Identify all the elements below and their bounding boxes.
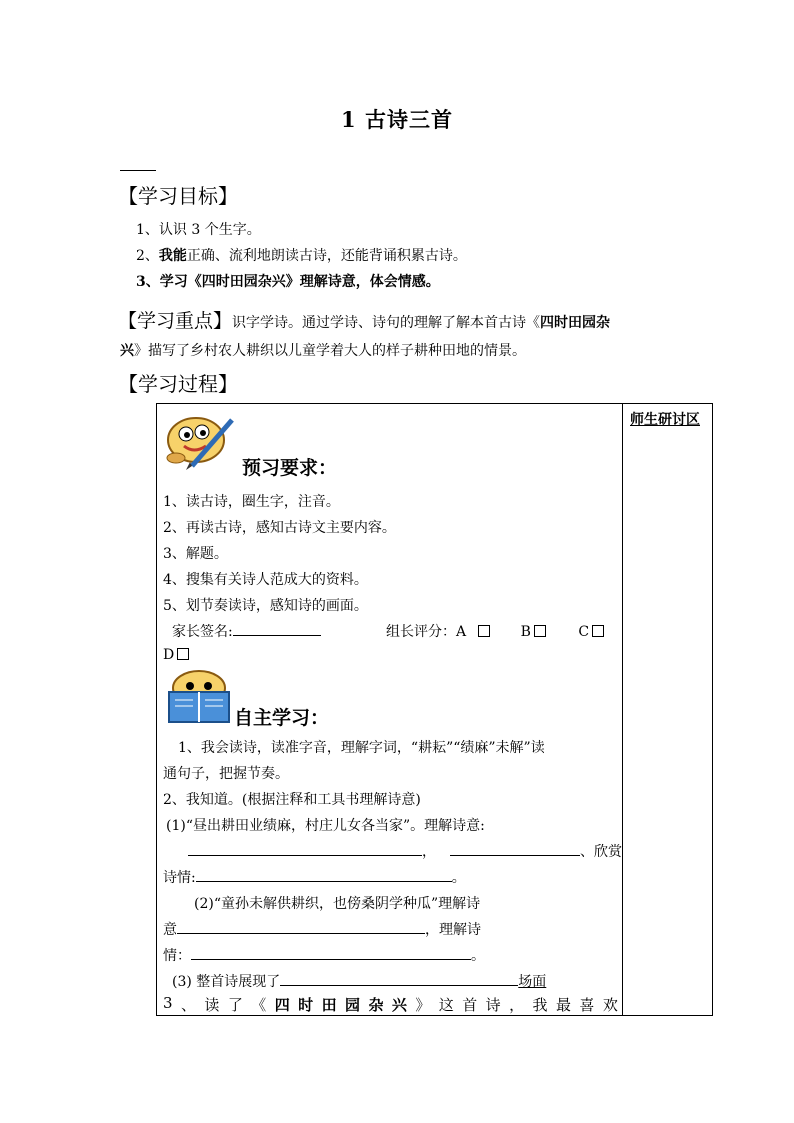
preview-heading: 预习要求： bbox=[242, 457, 338, 479]
preview-item: 2、再读古诗，感知古诗文主要内容。 bbox=[163, 520, 396, 536]
question-2: (2)“童孙未解供耕织，也傍桑阴学种瓜”理解诗 bbox=[194, 896, 481, 912]
checkbox-c[interactable] bbox=[592, 625, 604, 637]
group-score: 组长评分：A B C bbox=[386, 621, 604, 641]
self-study-p2: 2、我知道。(根据注释和工具书理解诗意) bbox=[163, 792, 421, 808]
goal-item: 1、认识 3 个生字。 bbox=[136, 222, 261, 238]
goals-heading: 【学习目标】 bbox=[118, 184, 238, 208]
q1-feeling-line[interactable]: 诗情: 。 bbox=[163, 867, 466, 887]
column-divider bbox=[622, 403, 623, 1016]
self-study-p1: 1、我会读诗，读准字音，理解字词，“耕耘”“绩麻”未解”读 bbox=[178, 740, 545, 756]
preview-item: 1、读古诗，圈生字，注音。 bbox=[163, 494, 340, 510]
q2-feeling-line[interactable]: 情： 。 bbox=[163, 945, 485, 965]
preview-item: 4、搜集有关诗人范成大的资料。 bbox=[163, 572, 368, 588]
focus-line-1: 【学习重点】识字学诗。通过学诗、诗句的理解了解本首古诗《四时田园杂 bbox=[118, 310, 611, 332]
page-title: 1 古诗三首 bbox=[341, 107, 453, 132]
process-heading: 【学习过程】 bbox=[118, 372, 238, 396]
goal-item: 3、学习《四时田园杂兴》理解诗意，体会情感。 bbox=[136, 274, 440, 290]
checkbox-b[interactable] bbox=[534, 625, 546, 637]
q1-meaning-line[interactable]: ， 、欣赏 bbox=[188, 841, 622, 861]
side-column-label: 师生研讨区 bbox=[630, 412, 700, 428]
checkbox-a[interactable] bbox=[478, 625, 490, 637]
mascot-book-icon bbox=[163, 668, 235, 726]
grade-d: D bbox=[163, 647, 189, 663]
mascot-pencil-icon bbox=[162, 410, 242, 472]
focus-label: 【学习重点】 bbox=[118, 310, 233, 332]
preview-item: 3、解题。 bbox=[163, 546, 228, 562]
preview-item: 5、划节奏读诗，感知诗的画面。 bbox=[163, 598, 368, 614]
goal-item: 2、我能正确、流利地朗读古诗，还能背诵积累古诗。 bbox=[136, 248, 467, 264]
question-3[interactable]: (3) 整首诗展现了 场面 bbox=[172, 971, 546, 991]
divider bbox=[120, 170, 156, 171]
q2-meaning-line[interactable]: 意 ，理解诗 bbox=[163, 919, 481, 939]
self-study-p3: 3 、 读 了 《 四 时 田 园 杂 兴 》 这 首 诗 ， 我 最 喜 欢 bbox=[163, 994, 618, 1014]
parent-signature-field[interactable]: 家长签名: bbox=[172, 621, 321, 641]
focus-line-2: 兴》描写了乡村农人耕织以儿童学着大人的样子耕种田地的情景。 bbox=[120, 343, 526, 359]
checkbox-d[interactable] bbox=[177, 648, 189, 660]
question-1: (1)“昼出耕田业绩麻，村庄儿女各当家”。理解诗意: bbox=[166, 818, 485, 834]
self-study-heading: 自主学习： bbox=[234, 707, 330, 729]
self-study-p1-cont: 通句子，把握节奏。 bbox=[163, 766, 289, 782]
